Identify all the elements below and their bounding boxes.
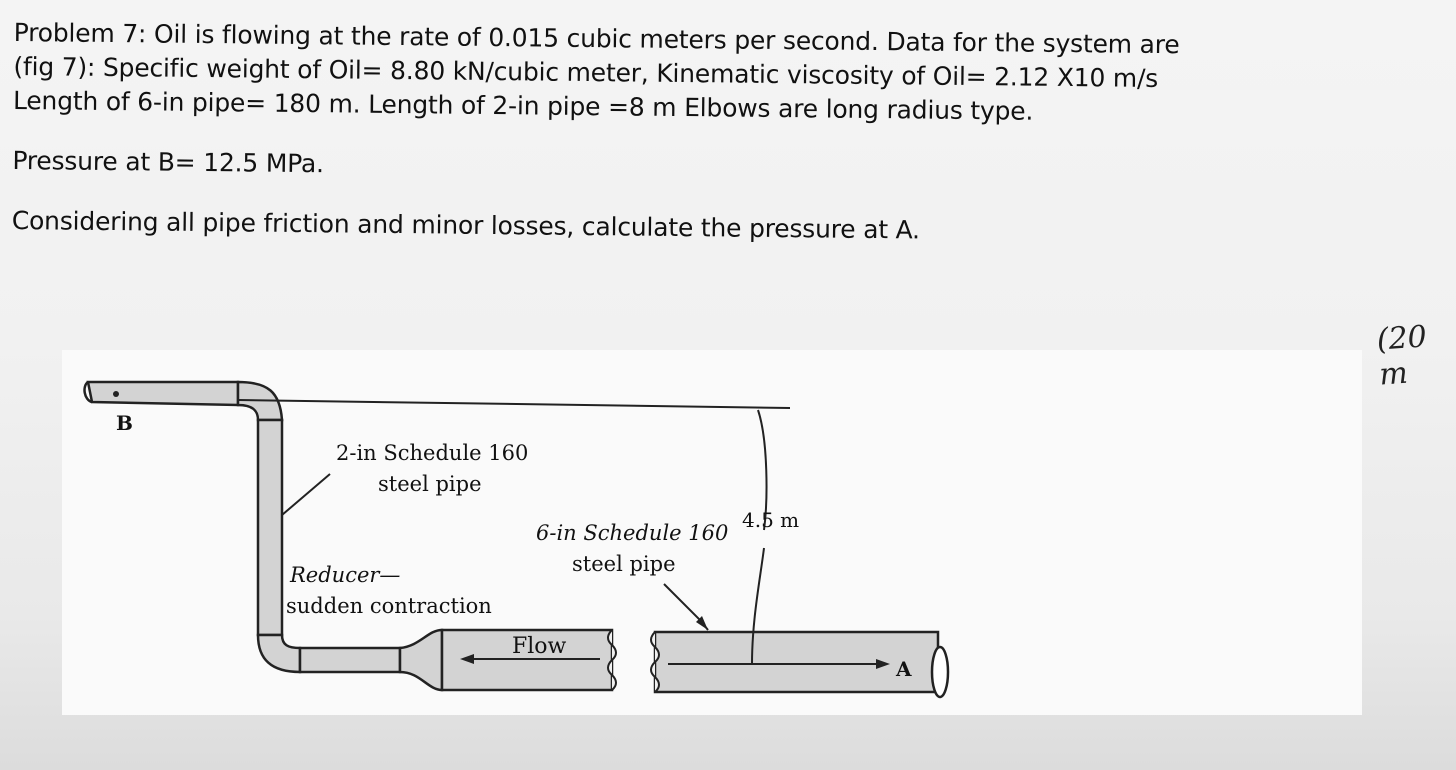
problem-line-3: Length of 6-in pipe= 180 m. Length of 2-in pipe =8 m Elbows are long radius type. [12, 85, 1034, 126]
pipe-end-opening [932, 647, 948, 697]
problem-line-5: Considering all pipe friction and minor losses, calculate the pressure at A. [11, 205, 920, 245]
label-b: B [116, 411, 133, 435]
dimension-line [752, 410, 766, 664]
label-flow: Flow [512, 634, 567, 659]
reference-line [238, 400, 790, 408]
bottom-elbow [258, 635, 300, 672]
vertical-2in-pipe [258, 420, 282, 635]
label-6in-pipe-line1: 6-in Schedule 160 [536, 521, 729, 545]
label-a: A [896, 657, 912, 681]
label-reducer-line2: sudden contraction [286, 594, 492, 618]
label-2in-pipe-line2: steel pipe [378, 472, 482, 496]
bottom-2in-pipe [300, 648, 400, 672]
label-2in-pipe-line1: 2-in Schedule 160 [336, 441, 529, 465]
label-reducer-line1: Reducer— [290, 563, 401, 587]
label-height: 4.5 m [742, 508, 800, 532]
reducer [400, 630, 442, 690]
problem-line-1: Problem 7: Oil is flowing at the rate of 0.015 cubic meters per second. Data for the system are [13, 17, 1180, 60]
top-horizontal-pipe [88, 382, 238, 405]
label-6in-pipe-line2: steel pipe [572, 552, 676, 576]
problem-line-2: (fig 7): Specific weight of Oil= 8.80 kN/cubic meter, Kinematic viscosity of Oil= 2.12 X10 m/s [13, 51, 1159, 93]
problem-line-4: Pressure at B= 12.5 MPa. [12, 145, 324, 179]
handwritten-note: (20 m [1375, 319, 1428, 393]
leader-2in-pipe [282, 474, 330, 515]
